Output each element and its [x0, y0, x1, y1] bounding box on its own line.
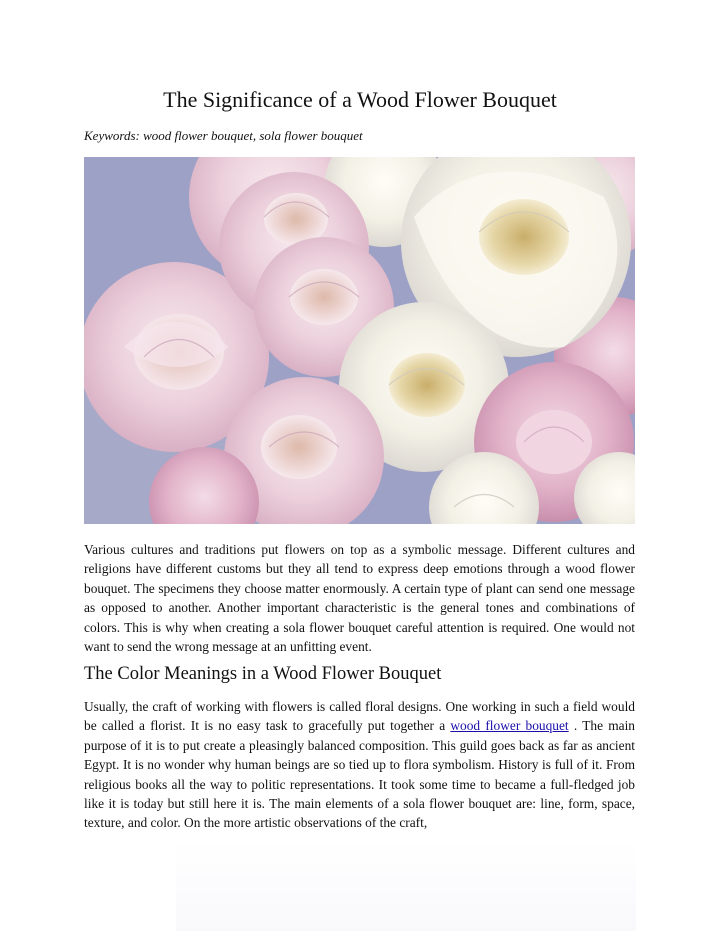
- rose-bouquet-illustration: [84, 157, 635, 524]
- paragraph2-text-end: . The main purpose of it is to put create a pleasingly balanced composition. This guild goes back as far as ancient Egypt. It is no wonder why human beings are so tied up to flora symbolism. History is full of it. From religious books all the way to politic representations. It took some time to became a full-fledged job like it is today but still here it is. The main elements of a sola flower bouquet are: line, form, space, texture, and color. On the more artistic observations of the craft,: [84, 718, 635, 831]
- rose-bouquet-photo: [84, 157, 635, 524]
- wood-flower-bouquet-link[interactable]: wood flower bouquet: [450, 718, 569, 734]
- page-fade: [176, 840, 636, 931]
- paragraph2-text-start: Usually, the craft of working with flowers is called floral designs. One working in such a field would be called a florist. It is no easy task to gracefully put together a: [84, 699, 635, 734]
- page-title: The Significance of a Wood Flower Bouquet: [163, 87, 557, 112]
- body-paragraph: [84, 697, 635, 833]
- intro-paragraph: Various cultures and traditions put flowers on top as a symbolic message. Different cultures and religions have different customs but they all tend to express deep emotions through a wood flower bouquet. The specimens they choose matter enormously. A certain type of plant can send one message as opposed to another. Another important characteristic is the general tones and combinations of colors. This is why when creating a sola flower bouquet careful attention is required. One would not want to send the wrong message at an unfitting event.: [84, 542, 635, 655]
- keywords-line: Keywords: wood flower bouquet, sola flower bouquet: [84, 128, 363, 143]
- section-heading: The Color Meanings in a Wood Flower Bouquet: [84, 664, 442, 684]
